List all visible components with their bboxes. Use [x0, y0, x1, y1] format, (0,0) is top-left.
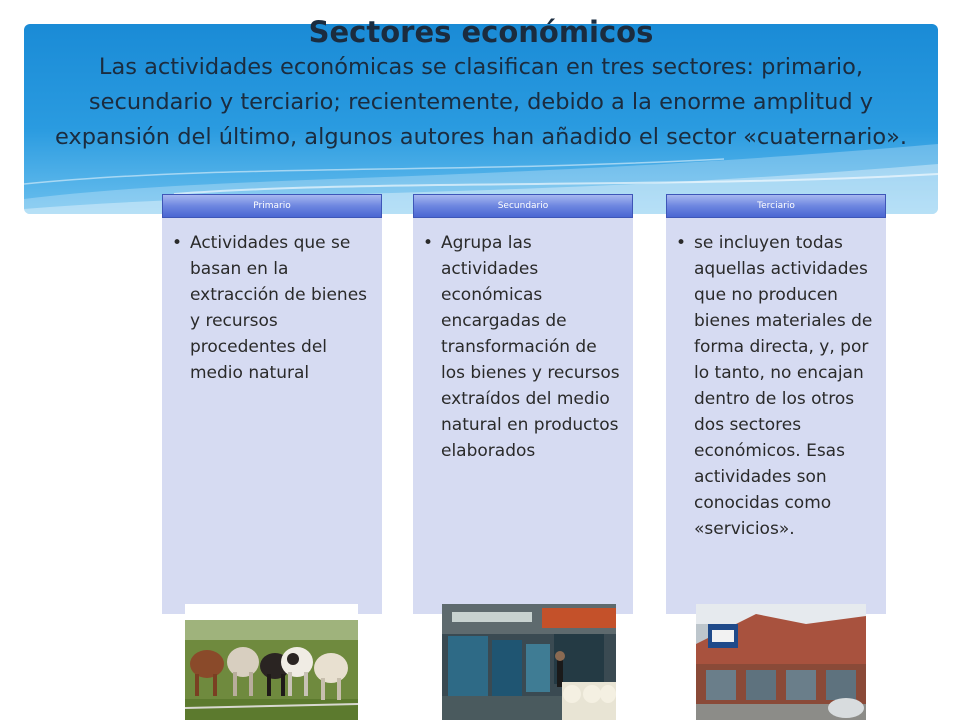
sector-body-terciario — [676, 230, 878, 542]
bullet-icon: • — [423, 233, 434, 253]
title-block — [24, 14, 938, 155]
sector-card-secundario — [413, 194, 633, 614]
bullet-icon: • — [676, 233, 687, 253]
bullet-icon: • — [172, 233, 183, 253]
sector-card-terciario — [666, 194, 886, 614]
sector-header-secundario: Secundario — [413, 194, 633, 218]
sector-text-terciario: se incluyen todas aquellas actividades que no producen bienes materiales de forma directa, y, por lo tanto, no encajan dentro de los otros dos sectores económicos. Esas actividades son conocidas como «servicios». — [694, 233, 873, 539]
sector-card-primario — [162, 194, 382, 614]
sector-body-primario — [172, 230, 374, 386]
sector-header-primario: Primario — [162, 194, 382, 218]
building-photo — [696, 604, 866, 720]
sector-body-secundario — [423, 230, 625, 464]
slide-title: Sectores económicos — [308, 15, 654, 49]
slide-subtitle: Las actividades económicas se clasifican en tres sectores: primario, secundario y terciario; recientemente, debido a la enorme amplitud y expansión del último, algunos autores han añadido el sector «cuaternario». — [54, 54, 908, 150]
sector-text-secundario: Agrupa las actividades económicas encargadas de transformación de los bienes y recursos extraídos del medio natural en productos elaborados — [441, 233, 620, 461]
sector-header-terciario: Terciario — [666, 194, 886, 218]
cows-photo — [185, 604, 358, 720]
sector-text-primario: Actividades que se basan en la extracción de bienes y recursos procedentes del medio natural — [190, 233, 368, 383]
factory-photo — [442, 604, 616, 720]
